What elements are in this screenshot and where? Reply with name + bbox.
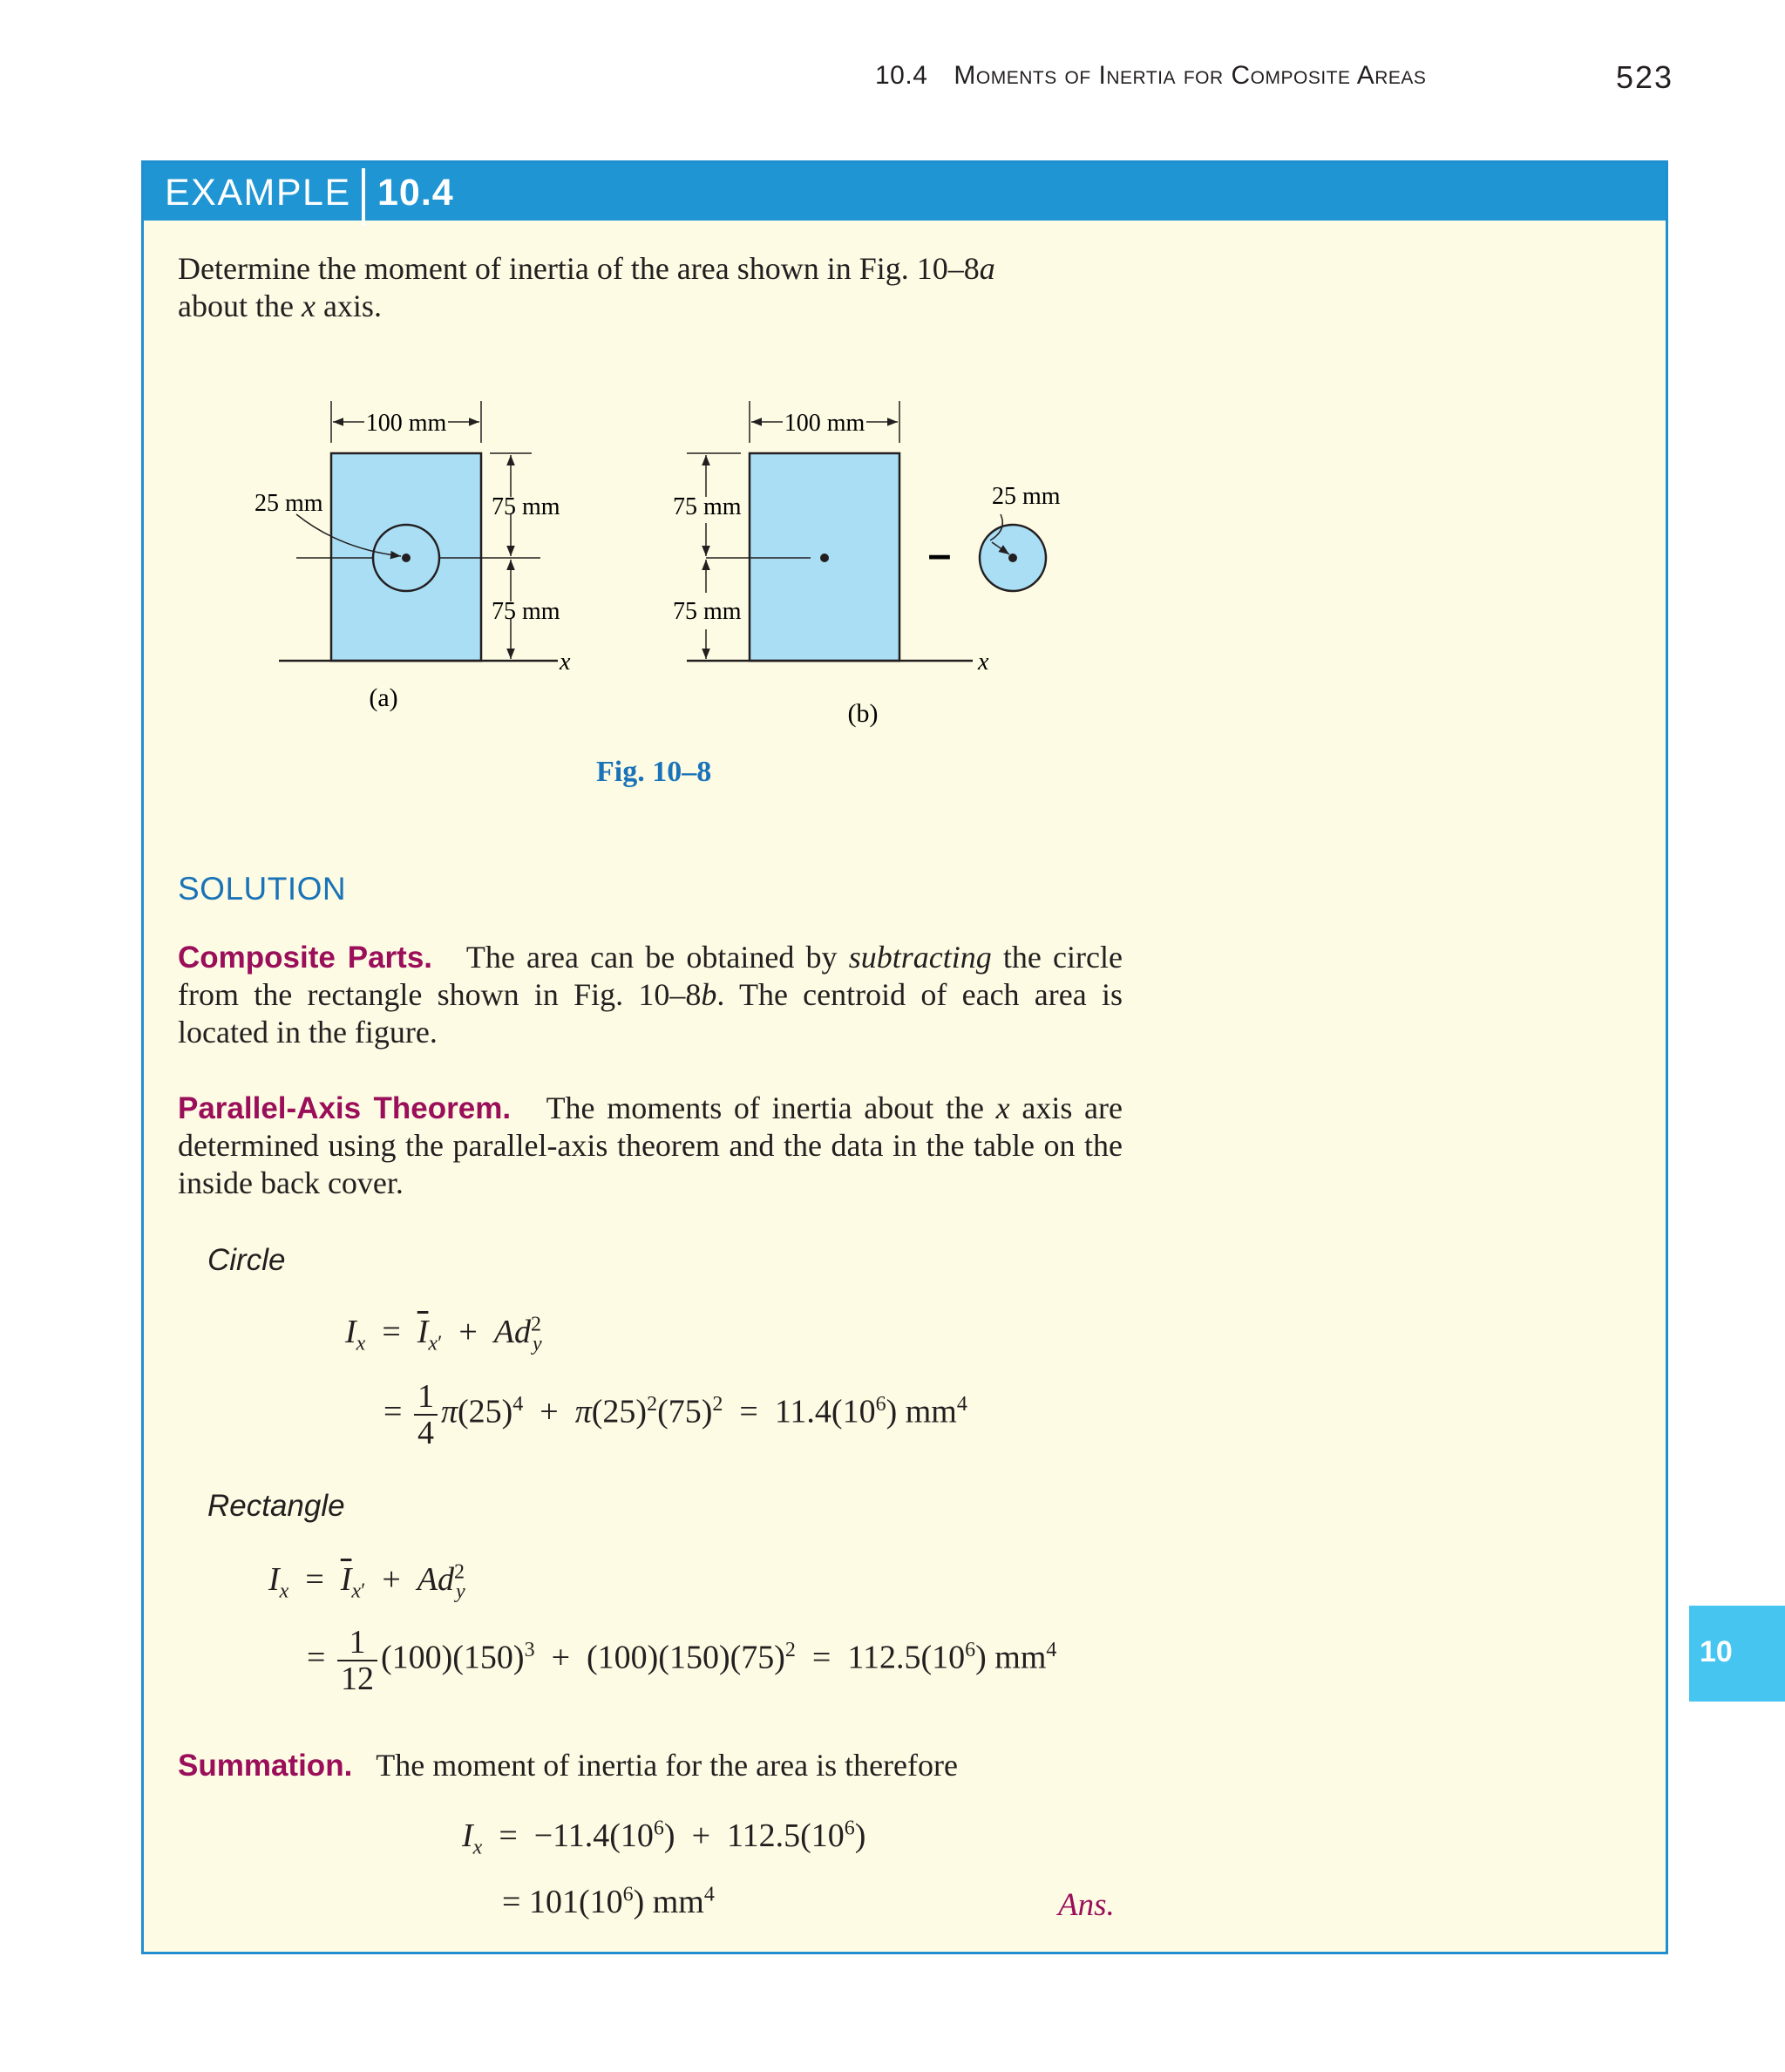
circle-subheading: Circle — [207, 1243, 286, 1277]
problem-text-end: axis. — [315, 289, 382, 323]
problem-var: x — [301, 289, 316, 323]
figure-part-b — [673, 401, 1061, 728]
rectangle-result: 112.5(10 — [847, 1639, 966, 1676]
summation-paragraph: Summation. The moment of inertia for the area is therefore — [178, 1748, 958, 1783]
circle-equation-1: $I_x = \overline{I}_{x'} + Ad^2_y$ — [345, 1313, 542, 1355]
minus-sign: – — [927, 532, 952, 578]
circle-centroid-dot — [1008, 554, 1017, 562]
parallel-axis-paragraph: Parallel-Axis Theorem. The moments of inertia about the x axis are determined using the parallel-axis theorem and the data in the table on the inside back cover. — [178, 1090, 1123, 1200]
chapter-number: 10 — [1700, 1635, 1733, 1668]
x-axis-label-b: x — [978, 649, 989, 676]
summation-equation-2: = $101(10^6)$ $mm^4$ — [502, 1883, 715, 1920]
page-number: 523 — [1616, 59, 1674, 95]
figure-caption: Fig. 10–8 — [596, 756, 712, 788]
section-number: 10.4 — [875, 61, 928, 90]
example-divider — [362, 168, 365, 226]
circle-result: 11.4(10 — [774, 1393, 876, 1430]
running-head — [875, 61, 1426, 91]
problem-text-mid: about the — [178, 289, 302, 323]
x-axis-label: x — [560, 649, 571, 676]
problem-text: Determine the moment of inertia of the area shown in Fig. 10–8 — [178, 251, 980, 286]
radius-label-b: 25 mm — [992, 483, 1061, 510]
radius-label: 25 mm — [255, 490, 323, 517]
part-b-label: (b) — [847, 699, 879, 728]
figure-10-8 — [244, 384, 1063, 750]
upper-distance-label-b: 75 mm — [673, 493, 742, 520]
centroid-dot — [402, 554, 411, 562]
lower-distance-label: 75 mm — [492, 598, 560, 625]
example-label: EXAMPLE — [165, 172, 351, 214]
circle-equation-2: = $\frac{1}{4}$ $\pi(25)^4 + \pi(25)^2(75)^2 = 11.4(10^6)$ $mm^4$ — [383, 1378, 967, 1451]
problem-statement — [178, 250, 1093, 325]
answer-label: Ans. — [1058, 1887, 1115, 1923]
figure-part-a — [255, 401, 571, 712]
summation-heading: Summation. — [178, 1749, 353, 1783]
rect-centroid-dot — [820, 554, 829, 562]
chapter-thumb-tab — [1689, 1606, 1785, 1702]
part-a-label: (a) — [369, 683, 398, 712]
upper-distance-label: 75 mm — [492, 493, 560, 520]
summation-equation-1: $I_x = -11.4(10^6) + 112.5(10^6)$ — [462, 1817, 866, 1859]
width-label: 100 mm — [365, 410, 447, 437]
rectangle-equation-1: $I_x = \overline{I}_{x'} + Ad^2_y$ — [268, 1560, 465, 1603]
composite-parts-heading: Composite Parts. — [178, 941, 433, 975]
lower-distance-label-b: 75 mm — [673, 598, 742, 625]
problem-fig-ref: a — [979, 251, 995, 286]
final-result: 101(10 — [528, 1884, 623, 1920]
rectangle-equation-2: = $\frac{1}{12}$ $(100)(150)^3 + (100)(150)(75)^2 = 112.5(10^6)$ $mm^4$ — [307, 1624, 1057, 1697]
rectangle-subheading: Rectangle — [207, 1489, 345, 1523]
parallel-axis-heading: Parallel-Axis Theorem. — [178, 1091, 512, 1125]
solution-heading: SOLUTION — [178, 871, 347, 907]
section-title: Moments of Inertia for Composite Areas — [954, 61, 1427, 90]
example-header — [144, 163, 1666, 221]
example-number: 10.4 — [377, 172, 454, 214]
composite-parts-paragraph: Composite Parts. The area can be obtained by subtracting the circle from the rectangle shown in Fig. 10–8b. The centroid of each area is located in the figure. — [178, 940, 1123, 1050]
width-label-b: 100 mm — [784, 410, 865, 437]
